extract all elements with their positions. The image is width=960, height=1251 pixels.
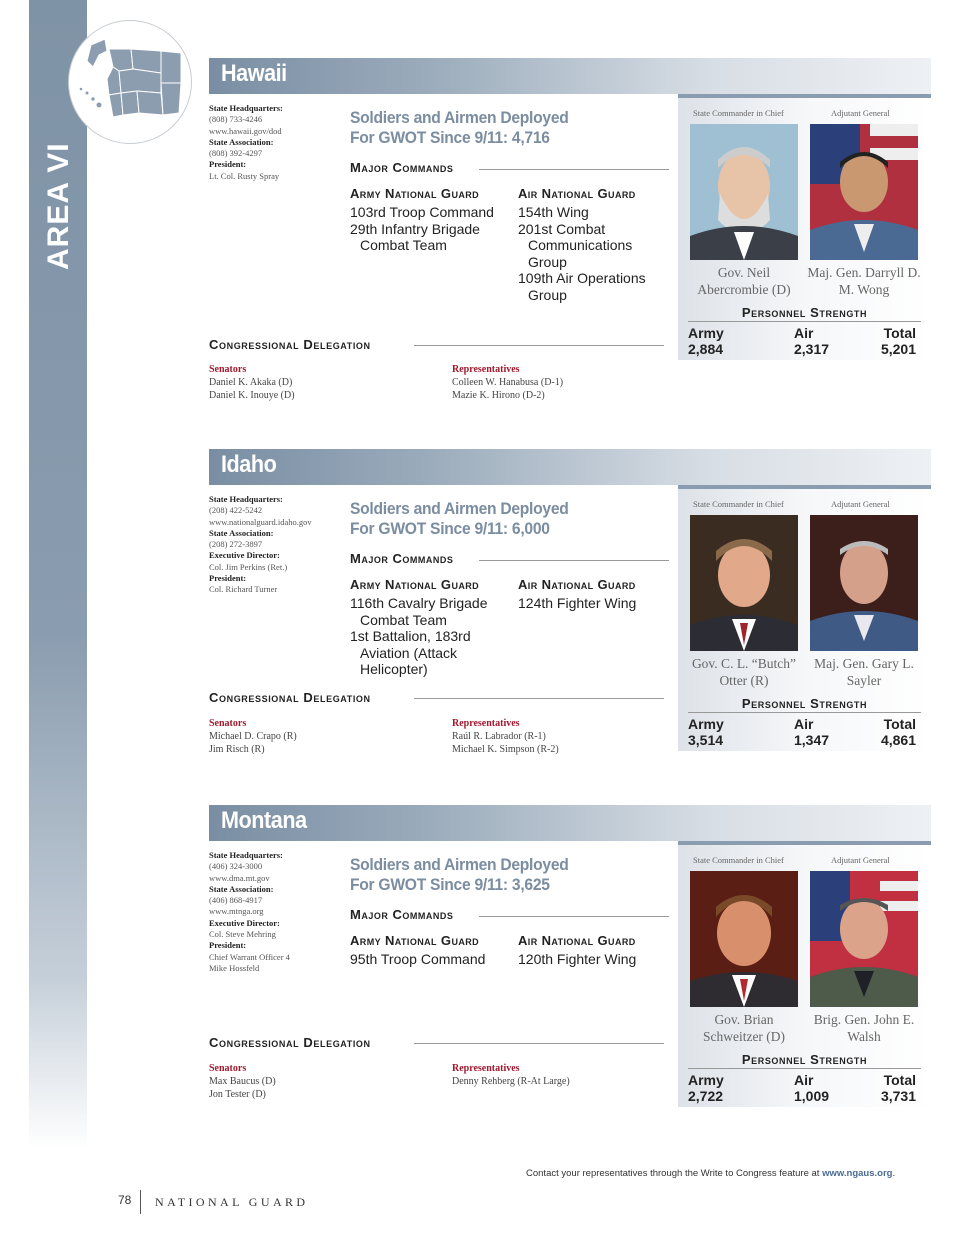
info-label: State Headquarters: (209, 103, 283, 113)
info-label: State Association: (209, 883, 274, 894)
info-value[interactable]: www.dma.mt.gov (209, 872, 270, 883)
total-value: 4,861 (880, 732, 916, 748)
representatives-heading: Representatives (452, 718, 520, 729)
state-name: Hawaii (221, 60, 287, 87)
total-label: Total (883, 716, 916, 732)
congressional-delegation-title: Congressional Delegation (209, 1035, 371, 1050)
divider (414, 1043, 664, 1044)
total-strength (878, 325, 916, 357)
representatives-list (452, 1062, 570, 1088)
air-ng-title: Air National Guard (518, 933, 636, 948)
list-item: 201st Combat Communications Group (518, 220, 633, 270)
adjutant-photo (810, 871, 918, 1007)
info-value[interactable]: www.mtnga.org (209, 906, 264, 917)
representatives-heading: Representatives (452, 364, 520, 375)
senators-list (209, 1062, 276, 1101)
ngaus-link[interactable]: www.ngaus.org (822, 1168, 893, 1179)
governor-caption: State Commander in Chief (693, 499, 784, 509)
divider (688, 321, 921, 322)
air-value: 2,317 (794, 341, 830, 357)
region-map-icon (69, 21, 192, 144)
senators-list (209, 363, 295, 402)
governor-caption: State Commander in Chief (693, 855, 784, 865)
state-info (209, 103, 339, 182)
governor-name: Gov. Neil Abercrombie (D) (697, 265, 791, 297)
leadership-panel (678, 485, 931, 751)
adjutant-photo (810, 124, 918, 260)
deployed-line-1: Soldiers and Airmen Deployed (350, 499, 569, 518)
major-commands-title: Major Commands (350, 160, 454, 175)
list-item: Jon Tester (D) (209, 1089, 266, 1100)
area-label (34, 220, 84, 270)
air-ng-title: Air National Guard (518, 186, 636, 201)
adjutant-name: Maj. Gen. Darryll D. M. Wong (807, 265, 921, 297)
region-map (68, 20, 192, 144)
state-info (209, 494, 339, 596)
info-label: State Association: (209, 527, 274, 538)
air-strength (794, 1072, 829, 1104)
air-commands-list (518, 951, 668, 968)
senators-heading: Senators (209, 364, 247, 375)
army-commands-list (350, 951, 500, 968)
adjutant-photo (810, 515, 918, 651)
adjutant-name: Brig. Gen. John E. Walsh (813, 1012, 915, 1044)
state-info (209, 850, 339, 974)
divider (479, 916, 669, 917)
state-name: Montana (221, 807, 307, 834)
adjutant-name: Maj. Gen. Gary L. Sayler (814, 656, 914, 688)
air-value: 1,009 (794, 1088, 830, 1104)
major-commands-title: Major Commands (350, 551, 454, 566)
army-value: 2,722 (688, 1088, 724, 1104)
info-value[interactable]: www.hawaii.gov/dod (209, 125, 282, 136)
personnel-strength-title: Personnel Strength (741, 305, 868, 320)
divider (414, 698, 664, 699)
representatives-list (452, 717, 559, 756)
air-label: Air (794, 716, 814, 732)
divider (688, 1068, 921, 1069)
list-item: Michael D. Crapo (R) (209, 731, 297, 742)
army-commands-list (350, 595, 500, 678)
info-value: Col. Richard Turner (209, 584, 278, 595)
air-label: Air (794, 325, 814, 341)
info-label: Executive Director: (209, 550, 280, 561)
info-value: Mike Hossfeld (209, 962, 260, 973)
army-label: Army (688, 716, 724, 732)
list-item: 95th Troop Command (350, 951, 486, 967)
army-strength (688, 1072, 724, 1104)
governor-photo (690, 515, 798, 651)
list-item: 1st Battalion, 183rd Aviation (Attack Helicopter) (350, 628, 471, 677)
army-commands-list (350, 204, 510, 254)
representatives-list (452, 363, 563, 402)
senators-heading: Senators (209, 1063, 247, 1074)
list-item: Max Baucus (D) (209, 1076, 276, 1087)
total-value: 3,731 (880, 1088, 916, 1104)
divider (414, 345, 664, 346)
deployed-line-2: For GWOT Since 9/11: 3,625 (350, 875, 550, 894)
info-value: Chief Warrant Officer 4 (209, 951, 290, 962)
personnel-strength-title: Personnel Strength (741, 1052, 868, 1067)
info-label: State Association: (209, 136, 274, 147)
representatives-heading: Representatives (452, 1063, 520, 1074)
info-value: (406) 868-4917 (209, 895, 263, 906)
list-item: Mazie K. Hirono (D-2) (452, 390, 545, 401)
list-item: Michael K. Simpson (R-2) (452, 744, 559, 755)
list-item: 124th Fighter Wing (518, 595, 637, 611)
state-banner (209, 805, 931, 841)
army-label: Army (688, 325, 724, 341)
army-ng-title: Army National Guard (350, 933, 480, 948)
list-item: Daniel K. Inouye (D) (209, 390, 295, 401)
footer-note (526, 1168, 895, 1179)
governor-caption: State Commander in Chief (693, 108, 784, 118)
major-commands-title: Major Commands (350, 907, 454, 922)
senators-heading: Senators (209, 718, 247, 729)
army-ng-title: Army National Guard (350, 577, 480, 592)
state-section-montana (209, 805, 931, 1125)
info-value: Lt. Col. Rusty Spray (209, 170, 280, 181)
adjutant-caption: Adjutant General (831, 855, 890, 865)
list-item: 103rd Troop Command (350, 204, 494, 220)
governor-photo (690, 124, 798, 260)
info-value[interactable]: www.nationalguard.idaho.gov (209, 516, 312, 527)
list-item: 120th Fighter Wing (518, 951, 637, 967)
congressional-delegation-title: Congressional Delegation (209, 337, 371, 352)
info-value: (808) 733-4246 (209, 114, 263, 125)
list-item: Daniel K. Akaka (D) (209, 377, 293, 388)
leadership-panel (678, 94, 931, 360)
info-label: Executive Director: (209, 917, 280, 928)
deployed-count (350, 499, 569, 539)
army-value: 3,514 (688, 732, 724, 748)
list-item: Raúl R. Labrador (R-1) (452, 731, 546, 742)
personnel-strength-title: Personnel Strength (741, 696, 868, 711)
footer-period: . (892, 1168, 896, 1179)
air-commands-list (518, 204, 668, 303)
total-label: Total (883, 1072, 916, 1088)
air-commands-list (518, 595, 668, 612)
air-ng-title: Air National Guard (518, 577, 636, 592)
governor-name: Gov. C. L. “Butch” Otter (R) (691, 656, 797, 688)
info-label: President: (209, 940, 247, 951)
army-label: Army (688, 1072, 724, 1088)
list-item: Colleen W. Hanabusa (D-1) (452, 377, 564, 388)
army-strength (688, 325, 724, 357)
deployed-line-1: Soldiers and Airmen Deployed (350, 855, 569, 874)
divider (688, 712, 921, 713)
divider (479, 169, 669, 170)
governor-photo (690, 871, 798, 1007)
army-ng-title: Army National Guard (350, 186, 480, 201)
info-label: President: (209, 159, 247, 170)
list-item: 154th Wing (518, 204, 589, 220)
state-name: Idaho (221, 451, 277, 478)
total-value: 5,201 (880, 341, 916, 357)
publication-name: NATIONAL GUARD (155, 1195, 309, 1209)
deployed-line-2: For GWOT Since 9/11: 4,716 (350, 128, 550, 147)
total-strength (878, 1072, 916, 1104)
state-section-hawaii (209, 58, 931, 408)
adjutant-caption: Adjutant General (831, 499, 890, 509)
deployed-count (350, 855, 569, 895)
divider (140, 1190, 141, 1214)
air-strength (794, 325, 829, 357)
air-label: Air (794, 1072, 814, 1088)
army-strength (688, 716, 724, 748)
air-value: 1,347 (794, 732, 830, 748)
state-section-idaho (209, 449, 931, 769)
info-value: Col. Jim Perkins (Ret.) (209, 561, 288, 572)
deployed-line-2: For GWOT Since 9/11: 6,000 (350, 519, 550, 538)
info-label: State Headquarters: (209, 850, 283, 860)
deployed-line-1: Soldiers and Airmen Deployed (350, 108, 569, 127)
list-item: 116th Cavalry Brigade Combat Team (350, 595, 488, 628)
governor-name: Gov. Brian Schweitzer (D) (702, 1012, 786, 1044)
info-label: State Headquarters: (209, 494, 283, 504)
info-value: (406) 324-3000 (209, 861, 263, 872)
deployed-count (350, 108, 569, 148)
adjutant-caption: Adjutant General (831, 108, 890, 118)
info-label: President: (209, 573, 247, 584)
state-banner (209, 58, 931, 94)
info-value: (208) 272-3897 (209, 539, 263, 550)
list-item: 29th Infantry Brigade Combat Team (350, 220, 480, 253)
list-item: Jim Risch (R) (209, 744, 265, 755)
info-value: (208) 422-5242 (209, 505, 263, 516)
info-value: Col. Steve Mehring (209, 929, 276, 940)
divider (479, 560, 669, 561)
army-value: 2,884 (688, 341, 724, 357)
air-strength (794, 716, 829, 748)
list-item: 109th Air Operations Group (518, 270, 646, 303)
congressional-delegation-title: Congressional Delegation (209, 690, 371, 705)
senators-list (209, 717, 297, 756)
state-banner (209, 449, 931, 485)
total-label: Total (883, 325, 916, 341)
footer-note-text: Contact your representatives through the Write to Congress feature at (526, 1168, 820, 1179)
info-value: (808) 392-4297 (209, 148, 263, 159)
leadership-panel (678, 841, 931, 1107)
total-strength (878, 716, 916, 748)
list-item: Denny Rehberg (R-At Large) (452, 1076, 570, 1087)
page-number: 78 (118, 1193, 132, 1207)
